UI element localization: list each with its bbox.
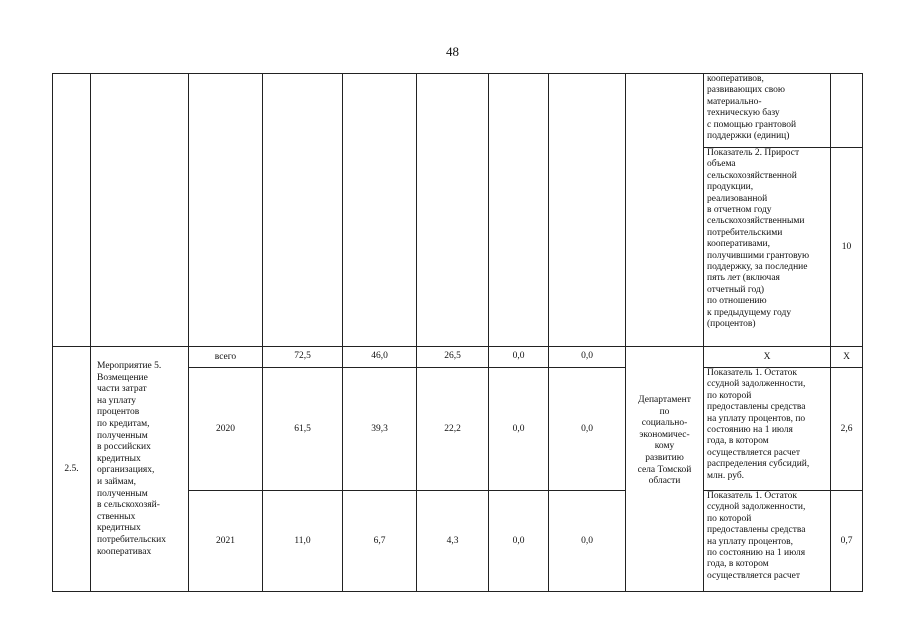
cell-empty xyxy=(626,74,704,347)
value-col3: 0,0 xyxy=(489,347,549,368)
period-cell: всего xyxy=(189,347,263,368)
cell-empty xyxy=(549,74,626,347)
value-col4: 0,0 xyxy=(549,368,626,491)
value-col1: 6,7 xyxy=(343,491,417,592)
table-row xyxy=(53,347,863,368)
value-cell: 2,6 xyxy=(831,368,863,491)
indicator-cell: X xyxy=(704,347,831,368)
total-cell: 61,5 xyxy=(263,368,343,491)
period-cell: 2021 xyxy=(189,491,263,592)
page-number: 48 xyxy=(446,44,459,59)
value-col2: 22,2 xyxy=(417,368,489,491)
total-cell: 11,0 xyxy=(263,491,343,592)
value-col3: 0,0 xyxy=(489,491,549,592)
value-col4: 0,0 xyxy=(549,347,626,368)
value-col3: 0,0 xyxy=(489,368,549,491)
cell-empty xyxy=(189,74,263,347)
cell-empty xyxy=(53,74,91,347)
value-col1: 46,0 xyxy=(343,347,417,368)
value-col4: 0,0 xyxy=(549,491,626,592)
value-col1: 39,3 xyxy=(343,368,417,491)
total-cell: 72,5 xyxy=(263,347,343,368)
period-cell: 2020 xyxy=(189,368,263,491)
cell-empty xyxy=(417,74,489,347)
value-col2: 26,5 xyxy=(417,347,489,368)
indicator-cell: кооперативов, развивающих свою материально- техническую базу с помощью грантовой поддержки (единиц) xyxy=(704,74,831,148)
indicator-cell: Показатель 1. Остаток ссудной задолженности, по которой предоставлены средства на уплату процентов, по состоянию на 1 июля года, в котором осуществляется расчет распределения субсидий, млн. руб. xyxy=(704,368,831,491)
value-cell: 10 xyxy=(831,148,863,347)
value-cell xyxy=(831,74,863,148)
event-number: 2.5. xyxy=(53,347,91,592)
value-col2: 4,3 xyxy=(417,491,489,592)
cell-empty xyxy=(91,74,189,347)
event-name: Мероприятие 5. Возмещение части затрат на уплату процентов по кредитам, полученным в российских кредитных организациях, и займам, полученным в сельскохозяй- ственных кредитных потребительских кооперативах xyxy=(91,347,189,592)
cell-empty xyxy=(263,74,343,347)
department-cell: Департамент по социально- экономичес- кому развитию села Томской области xyxy=(626,347,704,592)
value-cell: X xyxy=(831,347,863,368)
program-table xyxy=(52,73,863,592)
indicator-cell: Показатель 2. Прирост объема сельскохозяйственной продукции, реализованной в отчетном году сельскохозяйственными потребительскими кооперативами, получившими грантовую поддержку, за последние пять лет (включая отчетный год) по отношению к предыдущему году (процентов) xyxy=(704,148,831,347)
cell-empty xyxy=(489,74,549,347)
table-row xyxy=(53,74,863,148)
cell-empty xyxy=(343,74,417,347)
value-cell: 0,7 xyxy=(831,491,863,592)
indicator-cell: Показатель 1. Остаток ссудной задолженности, по которой предоставлены средства на уплату процентов, по состоянию на 1 июля года, в котором осуществляется расчет xyxy=(704,491,831,592)
